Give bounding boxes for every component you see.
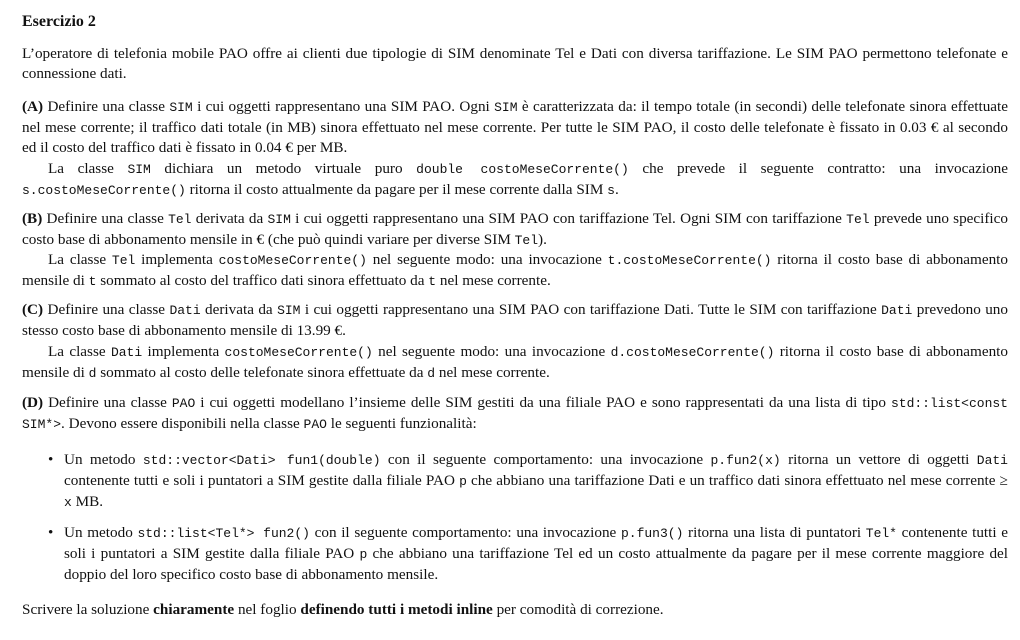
bullet-icon: •: [48, 451, 54, 468]
bullet-icon: •: [48, 524, 54, 541]
functionality-list: [22, 450, 1008, 513]
part-b-label: (B): [22, 210, 43, 227]
part-c-contract: La classe Dati implementa costoMeseCorrente() nel seguente modo: una invocazione d.costoMeseCorrente() ritorna il costo base di abbonamento mensile di d sommato al costo delle telefonate sinora effettuate da d nel mese corrente.: [22, 343, 1008, 381]
part-d-paragraph: (D) Definire una classe PAO i cui oggetti modellano l’insieme delle SIM gestiti da una filiale PAO e sono rappresentati da una lista di tipo std::list<const SIM*>. Devono essere disponibili nella classe PAO le seguenti funzionalità:: [22, 394, 1008, 432]
part-b-paragraph: (B) Definire una classe Tel derivata da SIM i cui oggetti rappresentano una SIM PAO con tariffazione Tel. Ogni SIM con tariffazione Tel prevede uno specifico costo base di abbonamento mensile in € (che può quindi variare per diverse SIM Tel).: [22, 210, 1008, 248]
list-item: • Un metodo std::list<Tel*> fun2() con il seguente comportamento: una invocazione p.fun3() ritorna una lista di puntatori Tel* contenente tutti e soli i puntatori a SIM gestite dalla filiale PAO p che abbiano una tariffazione Tel ed un costo attualmente da pagare per il mese corrente maggiore del doppio del loro specifico costo base di abbonamento mensile.: [48, 524, 1008, 583]
list-item: • Un metodo std::vector<Dati> fun1(double) con il seguente comportamento: una invocazione p.fun2(x) ritorna un vettore di oggetti Dati contenente tutti e soli i puntatori a SIM gestite dalla filiale PAO p che abbiano una tariffazione Dati e un traffico dati sinora effettuato nel mese corrente ≥ x MB.: [48, 451, 1008, 510]
functionality-list-2: [22, 523, 1008, 585]
intro-paragraph: L’operatore di telefonia mobile PAO offre ai clienti due tipologie di SIM denominate Tel e Dati con diversa tariffazione. Le SIM PAO permettono telefonate e connessione dati.: [22, 45, 1008, 82]
part-a-contract: La classe SIM dichiara un metodo virtuale puro double costoMeseCorrente() che prevede il seguente contratto: una invocazione s.costoMeseCorrente() ritorna il costo attualmente da pagare per il mese corrente dalla SIM s.: [22, 160, 1009, 198]
footer-instructions: Scrivere la soluzione chiaramente nel foglio definendo tutti i metodi inline per comodità di correzione.: [22, 601, 664, 618]
part-d-label: (D): [22, 394, 44, 411]
part-c-paragraph: (C) Definire una classe Dati derivata da SIM i cui oggetti rappresentano una SIM PAO con tariffazione Dati. Tutte le SIM con tariffazione Dati prevedono uno stesso costo base di abbonamento mensile di 13.99 €.: [22, 301, 1008, 339]
part-c-label: (C): [22, 301, 44, 318]
part-a-label: (A): [22, 98, 44, 115]
exercise-title: Esercizio 2: [22, 13, 96, 30]
part-b-contract: La classe Tel implementa costoMeseCorrente() nel seguente modo: una invocazione t.costoMeseCorrente() ritorna il costo base di abbonamento mensile di t sommato al costo del traffico dati sinora effettuato da t nel mese corrente.: [22, 251, 1008, 289]
part-a-paragraph: (A) Definire una classe SIM i cui oggetti rappresentano una SIM PAO. Ogni SIM è caratterizzata da: il tempo totale (in secondi) delle telefonate sinora effettuate nel mese corrente; il traffico dati totale (in MB) sinora effettuato nel mese corrente. Per tutte le SIM PAO, il costo delle telefonate è fissato in 0.03 € al secondo ed il costo del traffico dati è fissato in 0.04 € per MB.: [22, 98, 1008, 156]
